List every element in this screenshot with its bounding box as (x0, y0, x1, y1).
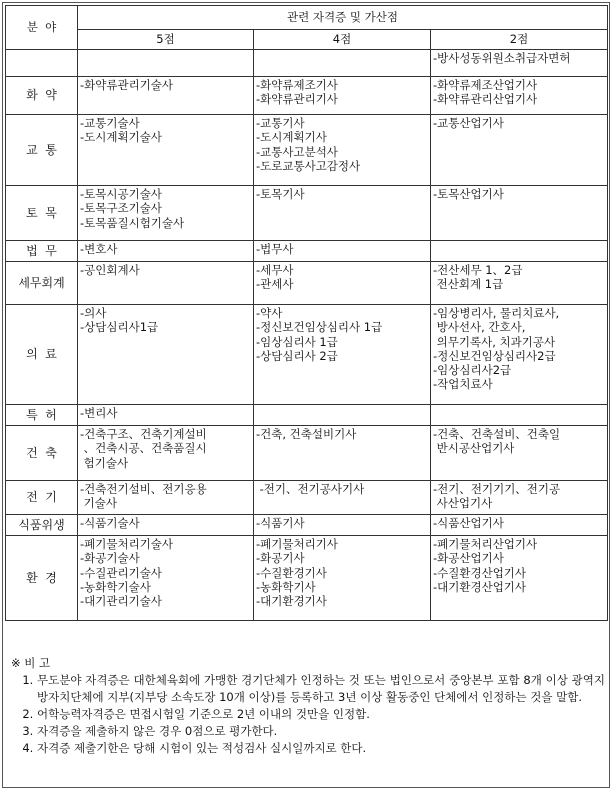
qualification-item: -건축, 건축설비기사 (256, 427, 357, 441)
qualification-item: -변호사 (80, 242, 118, 256)
table-row (6, 426, 608, 481)
table-row (6, 536, 608, 621)
qualification-item: -화약류관리기술사 (80, 78, 174, 92)
qualification-item: -수질관리기술사 (80, 565, 162, 580)
table-body (6, 50, 608, 621)
table-row (6, 262, 608, 305)
qualification-item: -농화학기술사 (80, 579, 151, 594)
qualification-item: -관세사 (256, 277, 294, 292)
table-row (6, 405, 608, 426)
document-page (2, 2, 610, 788)
qualification-item: -공인회계사 (80, 263, 140, 277)
note-item: 3. 자격증을 제출하지 않은 경우 0점으로 평가한다. (37, 723, 605, 740)
notes-list (9, 672, 605, 757)
qualification-item: -화공기사 (256, 551, 305, 566)
score-4-cell (254, 77, 431, 115)
qualification-item: -전기、전기공사기사 (256, 482, 365, 496)
score-2-cell (431, 50, 608, 77)
table-row (6, 515, 608, 536)
qualification-item: -교통산업기사 (433, 116, 504, 130)
notes-section (9, 655, 605, 757)
qualification-item: -수질환경기사 (256, 565, 327, 580)
qualification-item: -폐기물처리기술사 (80, 537, 174, 551)
qualification-item: -도로교통사고감정사 (256, 158, 361, 173)
qualification-item: -화공기술사 (80, 551, 140, 566)
qualification-item: -의사 (80, 306, 107, 320)
qualification-item: 반시공산업기사 (433, 441, 515, 456)
score-5-cell (78, 50, 254, 77)
table-row (6, 50, 608, 77)
score-4-cell (254, 536, 431, 621)
qualification-item: -전산세무 1、2급 (433, 263, 523, 277)
category-cell: 건 축 (6, 426, 78, 481)
score-5-cell (78, 405, 254, 426)
score-5-cell (78, 186, 254, 241)
qualification-item: -건축전기설비、전기응용 (80, 482, 207, 496)
table-row (6, 186, 608, 241)
qualification-item: -임상심리사 1급 (256, 334, 338, 349)
score-5-cell (78, 536, 254, 621)
score-4-cell (254, 305, 431, 405)
qualification-item: 、건축시공、건축품질시 (80, 441, 207, 456)
note-item: 4. 자격증 제출기한은 당해 시험이 있는 적성검사 실시일까지로 한다. (37, 740, 605, 757)
category-cell: 환 경 (6, 536, 78, 621)
table-row (6, 77, 608, 115)
qualification-item: -방사성동위원소취급자면허 (433, 51, 571, 65)
category-cell: 특 허 (6, 405, 78, 426)
qualification-item: 전산회계 1급 (433, 277, 504, 292)
score-5-cell (78, 262, 254, 305)
category-cell: 화 약 (6, 77, 78, 115)
qualification-item: -농화학기사 (256, 579, 316, 594)
qualification-item: -건축구조、건축기계설비 (80, 427, 207, 441)
qualification-item: -대기환경산업기사 (433, 579, 527, 594)
qualification-item: -도시계획기사 (256, 130, 327, 145)
qualification-item: -토목시공기술사 (80, 187, 162, 201)
notes-title: ※ 비 고 (11, 656, 51, 670)
score-2-cell (431, 305, 608, 405)
qualification-item: -화약류제조기사 (256, 78, 338, 92)
category-cell: 의 료 (6, 305, 78, 405)
table-row (6, 241, 608, 262)
qualification-item: -상담심리사 2급 (256, 348, 338, 363)
score-5-cell (78, 241, 254, 262)
qualification-item: -식품기사 (256, 516, 305, 530)
score-2-cell (431, 405, 608, 426)
table-row (6, 481, 608, 515)
qualification-item: 험기술사 (80, 455, 129, 470)
qualification-item: -화약류관리산업기사 (433, 92, 538, 107)
score-2-cell (431, 515, 608, 536)
category-cell: 교 통 (6, 115, 78, 186)
score-4-cell (254, 50, 431, 77)
group-header: 관련 자격증 및 가산점 (78, 6, 608, 30)
qualification-item: -토목품질시험기술사 (80, 215, 185, 230)
qualification-item: -정신보건임상심리사2급 (433, 348, 556, 363)
score-4-cell (254, 426, 431, 481)
category-cell: 세무회계 (6, 262, 78, 305)
score-2-cell (431, 115, 608, 186)
qualification-item: 의무기록사, 치과기공사 (433, 334, 556, 349)
qualification-item: -토목산업기사 (433, 187, 504, 201)
qualification-item: -작업치료사 (433, 377, 493, 392)
qualification-item: -수질환경산업기사 (433, 565, 527, 580)
qualification-item: -정신보건임상심리사 1급 (256, 320, 383, 335)
qualification-item: -변리사 (80, 406, 118, 420)
qualification-table (5, 5, 608, 621)
qualification-item: -법무사 (256, 242, 294, 256)
score-5-cell (78, 426, 254, 481)
qualification-item: 기술사 (80, 496, 117, 511)
qualification-item: -화약류제조산업기사 (433, 78, 538, 92)
score-5-cell (78, 77, 254, 115)
qualification-item: -임상병리사, 물리치료사, (433, 306, 560, 320)
field-header: 분 야 (6, 6, 78, 50)
qualification-item: 사산업기사 (433, 496, 493, 511)
score-4-cell (254, 241, 431, 262)
qualification-item: -화약류관리기사 (256, 92, 338, 107)
score-4-cell (254, 186, 431, 241)
score-2-cell (431, 481, 608, 515)
score-2-cell (431, 241, 608, 262)
qualification-item: -토목구조기술사 (80, 201, 162, 216)
score-5-cell (78, 305, 254, 405)
category-cell: 법 무 (6, 241, 78, 262)
score-4-cell (254, 405, 431, 426)
category-cell (6, 50, 78, 77)
qualification-item: -대기환경기사 (256, 594, 327, 609)
score-2-cell (431, 186, 608, 241)
score-4-cell (254, 481, 431, 515)
qualification-item: -식품기술사 (80, 516, 140, 530)
qualification-item: -토목기사 (256, 187, 305, 201)
score-2-cell (431, 262, 608, 305)
qualification-item: -대기관리기술사 (80, 594, 162, 609)
qualification-item: -폐기물처리기사 (256, 537, 338, 551)
score-4-cell (254, 115, 431, 186)
qualification-item: -약사 (256, 306, 283, 320)
qualification-item: -임상심리사2급 (433, 363, 512, 378)
col-header-4: 4점 (254, 30, 431, 50)
score-5-cell (78, 481, 254, 515)
qualification-item: -폐기물처리산업기사 (433, 537, 538, 551)
qualification-item: 방사선사, 간호사, (433, 320, 526, 335)
note-item: 1. 무도분야 자격증은 대한체육회에 가맹한 경기단체가 인정하는 것 또는 법인으로서 중앙본부 포함 8개 이상 광역지방자치단체에 지부(지부당 소속도장 10개 이상)를 등록하고 3년 이상 활동중인 단체에서 인정하는 것을 말함. (37, 672, 605, 706)
score-5-cell (78, 115, 254, 186)
qualification-item: -세무사 (256, 263, 294, 277)
table-row (6, 305, 608, 405)
score-2-cell (431, 536, 608, 621)
qualification-item: -전기、전기기기、전기공 (433, 482, 561, 496)
table-row (6, 115, 608, 186)
score-4-cell (254, 515, 431, 536)
qualification-item: -상담심리사1급 (80, 320, 159, 335)
note-item: 2. 어학능력자격증은 면접시험일 기준으로 2년 이내의 것만을 인정함. (37, 706, 605, 723)
score-5-cell (78, 515, 254, 536)
category-cell: 전 기 (6, 481, 78, 515)
qualification-item: -교통기사 (256, 116, 305, 130)
col-header-2: 2점 (431, 30, 608, 50)
qualification-item: -건축、건축설비、건축일 (433, 427, 561, 441)
qualification-item: -도시계획기술사 (80, 130, 162, 145)
score-2-cell (431, 426, 608, 481)
qualification-item: -교통기술사 (80, 116, 140, 130)
category-cell: 토 목 (6, 186, 78, 241)
qualification-item: -교통사고분석사 (256, 144, 338, 159)
qualification-item: -식품산업기사 (433, 516, 504, 530)
score-4-cell (254, 262, 431, 305)
category-cell: 식품위생 (6, 515, 78, 536)
score-2-cell (431, 77, 608, 115)
qualification-item: -화공산업기사 (433, 551, 504, 566)
col-header-5: 5점 (78, 30, 254, 50)
